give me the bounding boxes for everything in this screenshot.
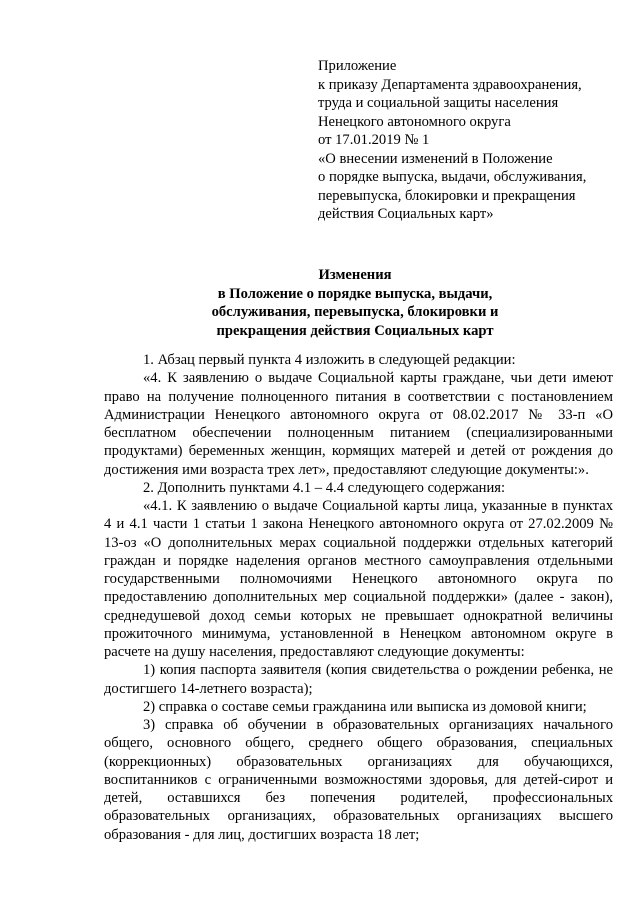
appendix-line: Ненецкого автономного округа — [318, 113, 511, 130]
appendix-line: к приказу Департамента здравоохранения, — [318, 76, 582, 93]
title-line: прекращения действия Социальных карт — [216, 322, 494, 339]
title-line: Изменения — [318, 267, 392, 283]
appendix-line: действия Социальных карт» — [318, 206, 494, 222]
paragraph: 2. Дополнить пунктами 4.1 – 4.4 следующего содержания: — [143, 479, 506, 496]
appendix-line: перевыпуска, блокировки и прекращения — [318, 187, 576, 204]
paragraph: «4. К заявлению о выдаче Социальной карты граждане, чьи дети имеют право на получение полноценного питания в соответствии с постановлением Администрации Ненецкого автономного округа от 08.02.2017 № 33-п «О бесплатном обеспечении полноценным питанием (специализированными продуктами) беременных женщин, кормящих матерей и детей от рождения до достижения ими возраста трех лет», предоставляют следующие документы:». — [104, 370, 613, 478]
appendix-line: «О внесении изменений в Положение — [318, 150, 553, 167]
appendix-line: от 17.01.2019 № 1 — [318, 132, 430, 148]
appendix-line: о порядке выпуска, выдачи, обслуживания, — [318, 169, 587, 185]
paragraph: 1. Абзац первый пункта 4 изложить в следующей редакции: — [143, 352, 516, 368]
title-line: обслуживания, перевыпуска, блокировки и — [211, 304, 499, 321]
appendix-line: труда и социальной защиты населения — [318, 95, 559, 111]
paragraph: 3) справка об обучении в образовательных организациях начального общего, основного общего, среднего общего образования, специальных (коррекционных) образовательных организациях для обучающихся, воспитанников с ограниченными возможностями здоровья, для детей-сирот и детей, оставшихся без попечения родителей, профессиональных образовательных организациях, образовательных организациях высшего образования - для лиц, достигших возраста 18 лет; — [104, 717, 613, 843]
paragraph: 1) копия паспорта заявителя (копия свидетельства о рождении ребенка, не достигшего 14-летнего возраста); — [104, 662, 613, 697]
paragraph: «4.1. К заявлению о выдаче Социальной карты лица, указанные в пунктах 4 и 4.1 части 1 статьи 1 закона Ненецкого автономного округа от 27.02.2009 № 13-оз «О дополнительных мерах социальной поддержки отдельных категорий граждан и порядке наделения органов местного самоуправления отдельными государственными полномочиями Ненецкого автономного округа по предоставлению дополнительных мер социальной поддержки» (далее - закон), среднедушевой доход семьи которых не превышает однократной величины прожиточного минимума, установленной в Ненецком автономном округе в расчете на душу населения, предоставляют следующие документы: — [104, 498, 613, 660]
document-body — [104, 351, 613, 844]
appendix-line: Приложение — [318, 58, 397, 74]
appendix-header — [318, 57, 618, 224]
paragraph: 2) справка о составе семьи гражданина или выписка из домовой книги; — [143, 698, 587, 715]
document-title — [95, 266, 615, 340]
title-line: в Положение о порядке выпуска, выдачи, — [217, 285, 493, 302]
